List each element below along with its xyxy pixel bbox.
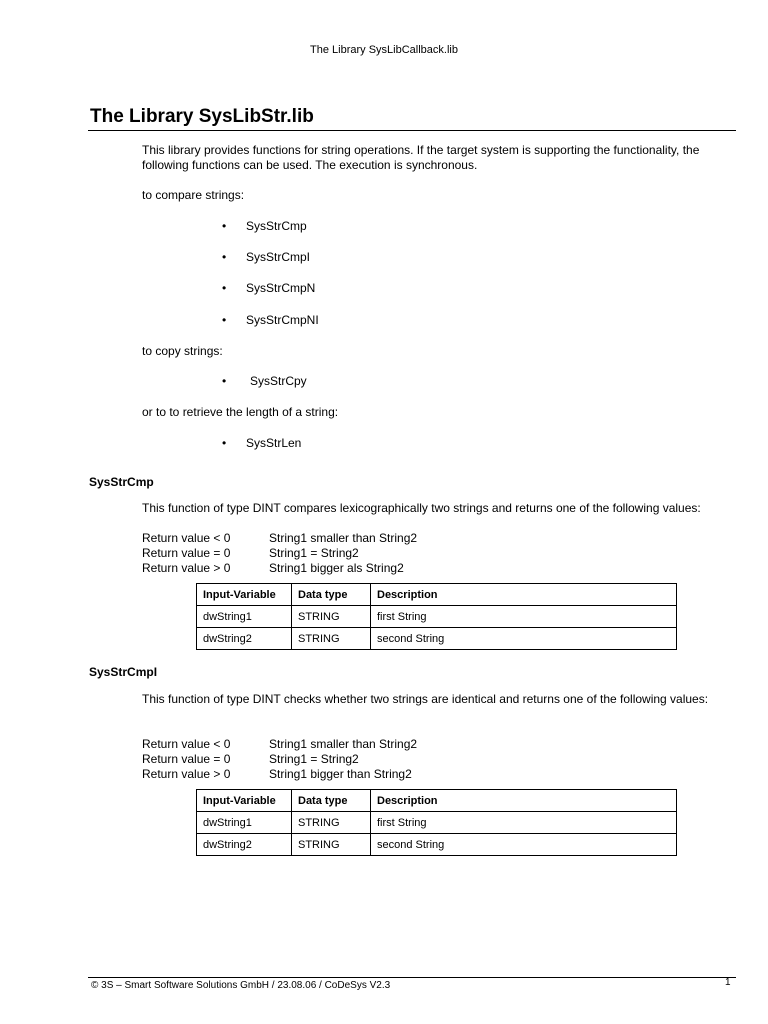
column-header: Input-Variable <box>197 790 292 812</box>
return-value-text: String1 bigger als String2 <box>269 561 404 575</box>
bullet-icon: • <box>222 436 227 450</box>
return-value-key: Return value < 0 <box>142 531 231 545</box>
return-value-key: Return value > 0 <box>142 561 231 575</box>
table-cell: dwString1 <box>197 812 292 834</box>
return-value-text: String1 smaller than String2 <box>269 531 418 545</box>
table-cell: second String <box>371 628 677 650</box>
column-header: Description <box>371 584 677 606</box>
parameter-table <box>196 583 677 650</box>
table-cell: STRING <box>292 812 371 834</box>
bullet-icon: • <box>222 281 227 295</box>
table-cell: dwString2 <box>197 834 292 856</box>
bullet-icon: • <box>222 219 227 233</box>
return-value-text: String1 smaller than String2 <box>269 737 418 751</box>
section-description: This function of type DINT checks whether two strings are identical and returns one of the following values: <box>142 692 709 706</box>
table-row <box>197 628 677 650</box>
intro-paragraph: This library provides functions for string operations. If the target system is supporting the functionality, the following functions can be used. The execution is synchronous. <box>142 143 700 172</box>
table-header-row <box>197 584 677 606</box>
table-row <box>197 812 677 834</box>
page-number: 1 <box>725 977 731 988</box>
column-header: Data type <box>292 584 371 606</box>
list-item-label: SysStrCpy <box>250 374 307 388</box>
column-header: Input-Variable <box>197 584 292 606</box>
return-value-text: String1 bigger than String2 <box>269 767 412 781</box>
bullet-icon: • <box>222 313 227 327</box>
list-item-label: SysStrCmpN <box>246 281 316 295</box>
column-header: Data type <box>292 790 371 812</box>
return-value-key: Return value = 0 <box>142 752 231 766</box>
return-value-key: Return value = 0 <box>142 546 231 560</box>
list-item-label: SysStrLen <box>246 436 302 450</box>
section-description: This function of type DINT compares lexicographically two strings and returns one of the following values: <box>142 501 701 515</box>
bullet-icon: • <box>222 374 227 388</box>
table-cell: first String <box>371 812 677 834</box>
table-header-row <box>197 790 677 812</box>
title-divider <box>88 130 736 131</box>
footer-divider <box>88 977 736 978</box>
table-cell: STRING <box>292 834 371 856</box>
table-row <box>197 834 677 856</box>
table-cell: dwString2 <box>197 628 292 650</box>
table-cell: second String <box>371 834 677 856</box>
table-row <box>197 606 677 628</box>
copy-label: to copy strings: <box>142 344 223 358</box>
section-heading: SysStrCmpI <box>89 665 158 679</box>
list-item-label: SysStrCmpI <box>246 250 311 264</box>
section-heading: SysStrCmp <box>89 475 154 489</box>
length-label: or to to retrieve the length of a string: <box>142 405 339 419</box>
return-value-text: String1 = String2 <box>269 546 359 560</box>
compare-label: to compare strings: <box>142 188 245 202</box>
table-cell: STRING <box>292 628 371 650</box>
column-header: Description <box>371 790 677 812</box>
bullet-icon: • <box>222 250 227 264</box>
return-value-text: String1 = String2 <box>269 752 359 766</box>
table-cell: STRING <box>292 606 371 628</box>
running-header: The Library SysLibCallback.lib <box>310 44 458 56</box>
list-item-label: SysStrCmpNI <box>246 313 319 327</box>
return-value-key: Return value > 0 <box>142 767 231 781</box>
footer-text: © 3S – Smart Software Solutions GmbH / 23.08.06 / CoDeSys V2.3 <box>91 980 391 991</box>
return-value-key: Return value < 0 <box>142 737 231 751</box>
page-title: The Library SysLibStr.lib <box>90 106 314 127</box>
table-cell: dwString1 <box>197 606 292 628</box>
parameter-table <box>196 789 677 856</box>
list-item-label: SysStrCmp <box>246 219 307 233</box>
table-cell: first String <box>371 606 677 628</box>
